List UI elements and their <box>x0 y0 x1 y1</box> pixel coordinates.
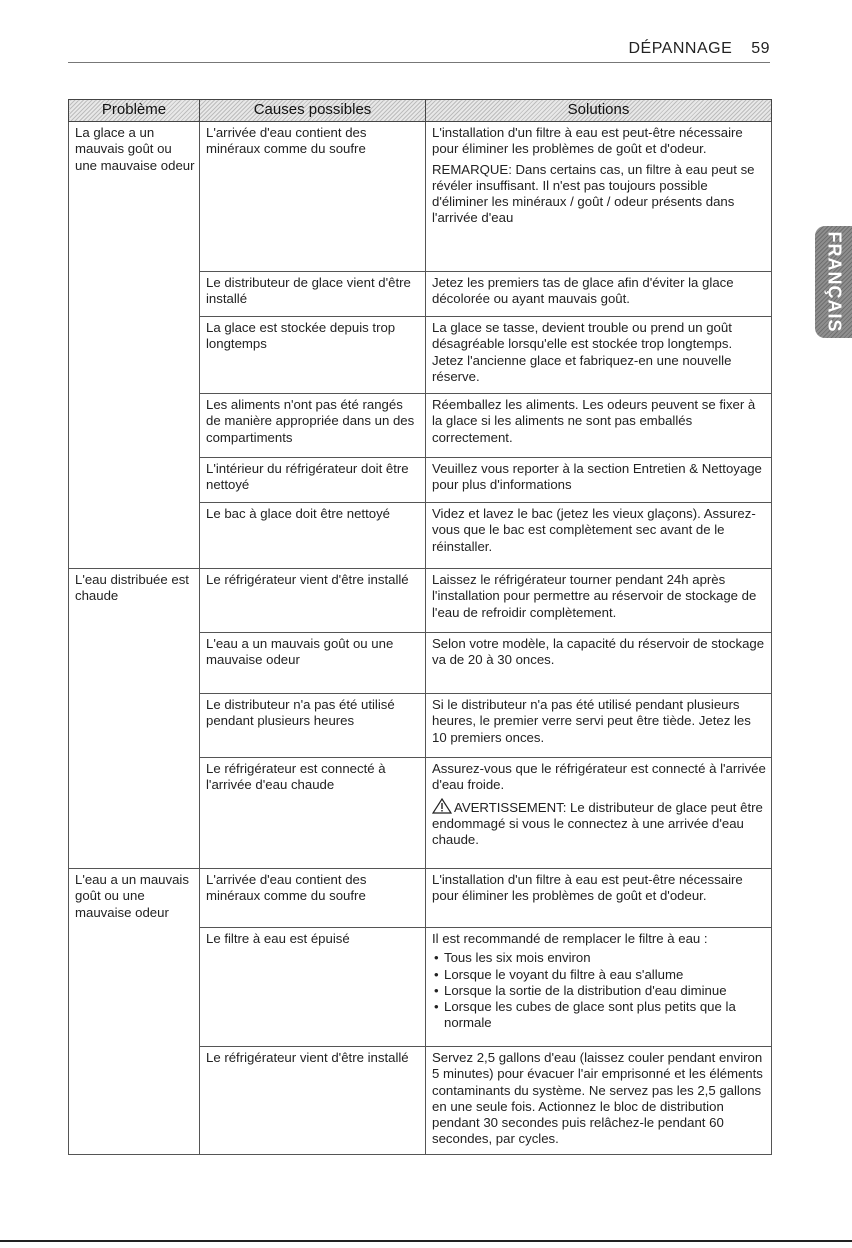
language-tab-label: FRANÇAIS <box>824 231 844 333</box>
cause-cell: L'intérieur du réfrigérateur doit être nettoyé <box>200 458 426 503</box>
cause-cell: L'arrivée d'eau contient des minéraux comme du soufre <box>200 122 426 272</box>
table-row <box>69 869 772 928</box>
cause-cell: Le bac à glace doit être nettoyé <box>200 503 426 569</box>
list-item: • Lorsque le voyant du filtre à eau s'allume <box>444 967 767 983</box>
cause-cell: L'eau a un mauvais goût ou une mauvaise odeur <box>200 633 426 694</box>
cause-cell: Le distributeur de glace vient d'être installé <box>200 272 426 317</box>
header-rule <box>68 62 770 63</box>
table-row <box>69 569 772 633</box>
table-header-row <box>69 100 772 122</box>
list-item: • Tous les six mois environ <box>444 950 767 966</box>
language-tab <box>815 226 852 338</box>
cause-cell: Le réfrigérateur vient d'être installé <box>200 1047 426 1155</box>
problem-cell: L'eau distribuée est chaude <box>69 569 200 869</box>
problem-cell: La glace a un mauvais goût ou une mauvaise odeur <box>69 122 200 569</box>
troubleshooting-table <box>68 99 772 1155</box>
section-title: DÉPANNAGE <box>628 40 733 57</box>
solution-cell: Laissez le réfrigérateur tourner pendant 24h après l'installation pour permettre au réservoir de stockage de l'eau de refroidir complètement. <box>426 569 772 633</box>
cause-cell: La glace est stockée depuis trop longtemps <box>200 317 426 394</box>
solution-text: L'installation d'un filtre à eau est peut-être nécessaire pour éliminer les problèmes de goût et d'odeur. <box>432 125 743 157</box>
solution-cell: Selon votre modèle, la capacité du réservoir de stockage va de 20 à 30 onces. <box>426 633 772 694</box>
list-item: • Lorsque les cubes de glace sont plus petits que la normale <box>444 999 767 1032</box>
solution-cell <box>426 928 772 1047</box>
solution-cell: Veuillez vous reporter à la section Entretien & Nettoyage pour plus d'informations <box>426 458 772 503</box>
column-header-solutions: Solutions <box>426 100 772 122</box>
cause-cell: Le réfrigérateur est connecté à l'arrivée d'eau chaude <box>200 758 426 869</box>
warning-icon <box>432 798 452 814</box>
table-row <box>69 122 772 272</box>
cause-cell: Les aliments n'ont pas été rangés de manière appropriée dans un des compartiments <box>200 394 426 458</box>
solution-cell <box>426 758 772 869</box>
cause-cell: Le réfrigérateur vient d'être installé <box>200 569 426 633</box>
bullet-list <box>432 950 767 1031</box>
solution-cell <box>426 122 772 272</box>
solution-text: Assurez-vous que le réfrigérateur est connecté à l'arrivée d'eau froide. <box>432 761 766 793</box>
column-header-problem: Problème <box>69 100 200 122</box>
solution-cell: Si le distributeur n'a pas été utilisé pendant plusieurs heures, le premier verre servi peut être tiède. Jetez les 10 premiers onces. <box>426 694 772 758</box>
cause-cell: L'arrivée d'eau contient des minéraux comme du soufre <box>200 869 426 928</box>
solution-cell: Servez 2,5 gallons d'eau (laissez couler pendant environ 5 minutes) pour évacuer l'air emprisonné et les éléments contaminants du système. Ne servez pas les 2,5 gallons en une seule fois. Actionnez le bloc de distribution pendant 30 secondes puis relâchez-le pendant 60 secondes, par cycles. <box>426 1047 772 1155</box>
solution-text: Il est recommandé de remplacer le filtre à eau : <box>432 931 708 946</box>
column-header-causes: Causes possibles <box>200 100 426 122</box>
solution-cell: Jetez les premiers tas de glace afin d'éviter la glace décolorée ou ayant mauvais goût. <box>426 272 772 317</box>
running-header <box>628 40 770 58</box>
cause-cell: Le filtre à eau est épuisé <box>200 928 426 1047</box>
solution-note: REMARQUE: Dans certains cas, un filtre à eau peut se révéler insuffisant. Il n'est pas toujours possible d'éliminer les minéraux / goût / odeur présents dans l'arrivée d'eau <box>432 161 755 226</box>
solution-cell: Réemballez les aliments. Les odeurs peuvent se fixer à la glace si les aliments ne sont pas emballés correctement. <box>426 394 772 458</box>
problem-cell: L'eau a un mauvais goût ou une mauvaise odeur <box>69 869 200 1155</box>
bottom-rule <box>0 1240 852 1242</box>
list-item: • Lorsque la sortie de la distribution d'eau diminue <box>444 983 767 999</box>
solution-cell: La glace se tasse, devient trouble ou prend un goût désagréable lorsqu'elle est stockée trop longtemps. Jetez l'ancienne glace et fabriquez-en une nouvelle réserve. <box>426 317 772 394</box>
cause-cell: Le distributeur n'a pas été utilisé pendant plusieurs heures <box>200 694 426 758</box>
warning-note <box>432 798 767 849</box>
solution-cell: Videz et lavez le bac (jetez les vieux glaçons). Assurez-vous que le bac est complètement sec avant de le réinstaller. <box>426 503 772 569</box>
page-number: 59 <box>751 40 770 57</box>
warning-text: AVERTISSEMENT: Le distributeur de glace peut être endommagé si vous le connectez à une arrivée d'eau chaude. <box>432 799 763 848</box>
solution-cell: L'installation d'un filtre à eau est peut-être nécessaire pour éliminer les problèmes de goût et d'odeur. <box>426 869 772 928</box>
